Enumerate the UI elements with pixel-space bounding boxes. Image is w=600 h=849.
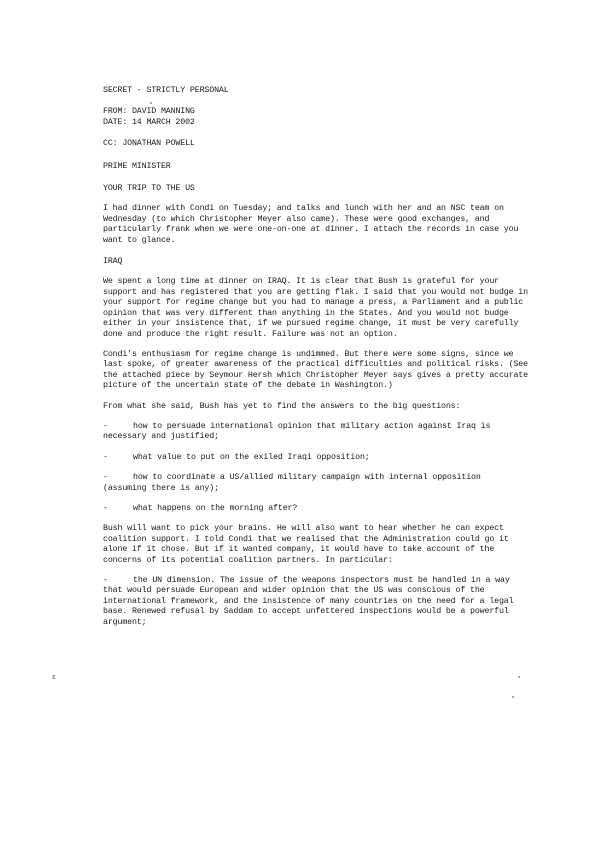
scan-speck [512,696,514,698]
dash-marker: - [103,576,108,585]
scan-speck [518,676,520,678]
point-item [103,576,528,628]
dash-marker: - [103,473,108,483]
question-item [103,473,528,494]
paragraph-4: Bush will want to pick your brains. He will also want to hear whether he can expect coalition support. I told Condi that we realised that the Administration could go it alone if it chose. But if it wanted company, it would have to take account of the concerns of its potential coalition partners. In particular: [103,524,509,565]
dash-marker: - [103,452,108,462]
dash-marker: - [103,421,108,431]
question-item [103,504,528,514]
dash-marker: - [103,503,108,513]
paragraph-3: From what she said, Bush has yet to find the answers to the big questions: [103,401,461,411]
intro-paragraph: I had dinner with Condi on Tuesday; and talks and lunch with her and an NSC team on Wednesday (to which Christopher Meyer also came). These were good exchanges, and particularly frank when we were one-on-one at dinner. I attach the records in case you want to glance. [103,204,519,245]
date-line: DATE: 14 MARCH 2002 [103,117,195,127]
margin-mark: ε [52,673,56,681]
question-text: what value to put on the exiled Iraqi opposition; [133,452,370,462]
question-text: how to persuade international opinion that military action against Iraq is necessary and justified; [103,421,491,442]
classification-line: SECRET - STRICTLY PERSONAL [103,86,229,95]
paragraph-2: Condi's enthusiasm for regime change is undimmed. But there were some signs, since we last spoke, of greater awareness of the practical difficulties and political risks. (See the attached piece by Seymour Hersh which Christopher Meyer says gives a pretty accurate picture of the uncertain state of the debate in Washington.) [103,349,528,391]
question-item [103,453,528,463]
memo-body [103,86,528,628]
subject-line: YOUR TRIP TO THE US [103,184,195,194]
cc-line: CC: JONATHAN POWELL [103,139,195,149]
addressee-line: PRIME MINISTER [103,161,171,171]
question-text: what happens on the morning after? [133,503,298,513]
paragraph-1: We spent a long time at dinner on IRAQ. It is clear that Bush is grateful for your support and has registered that you are getting flak. I said that you would not budge in your support for regime change but you had to manage a press, a Parliament and a public opinion that was very different than anything in the States. And you would not budge either in your insistence that, if we pursued regime change, it must be very carefully done and produce the right result. Failure was not an option. [103,277,528,339]
scan-speck [150,102,152,104]
question-item [103,422,528,443]
question-text: how to coordinate a US/allied military campaign with internal opposition (assuming there is any); [103,473,481,493]
point-text: the UN dimension. The issue of the weapons inspectors must be handled in a way that would persuade European and wider opinion that the US was conscious of the international framework, and the insistence of many countries on the need for a legal base. Renewed refusal by Saddam to accept unfettered inspections would be a powerful argument; [103,576,514,627]
from-line: FROM: DAVID MANNING [103,107,195,117]
section-heading: IRAQ [103,257,123,267]
